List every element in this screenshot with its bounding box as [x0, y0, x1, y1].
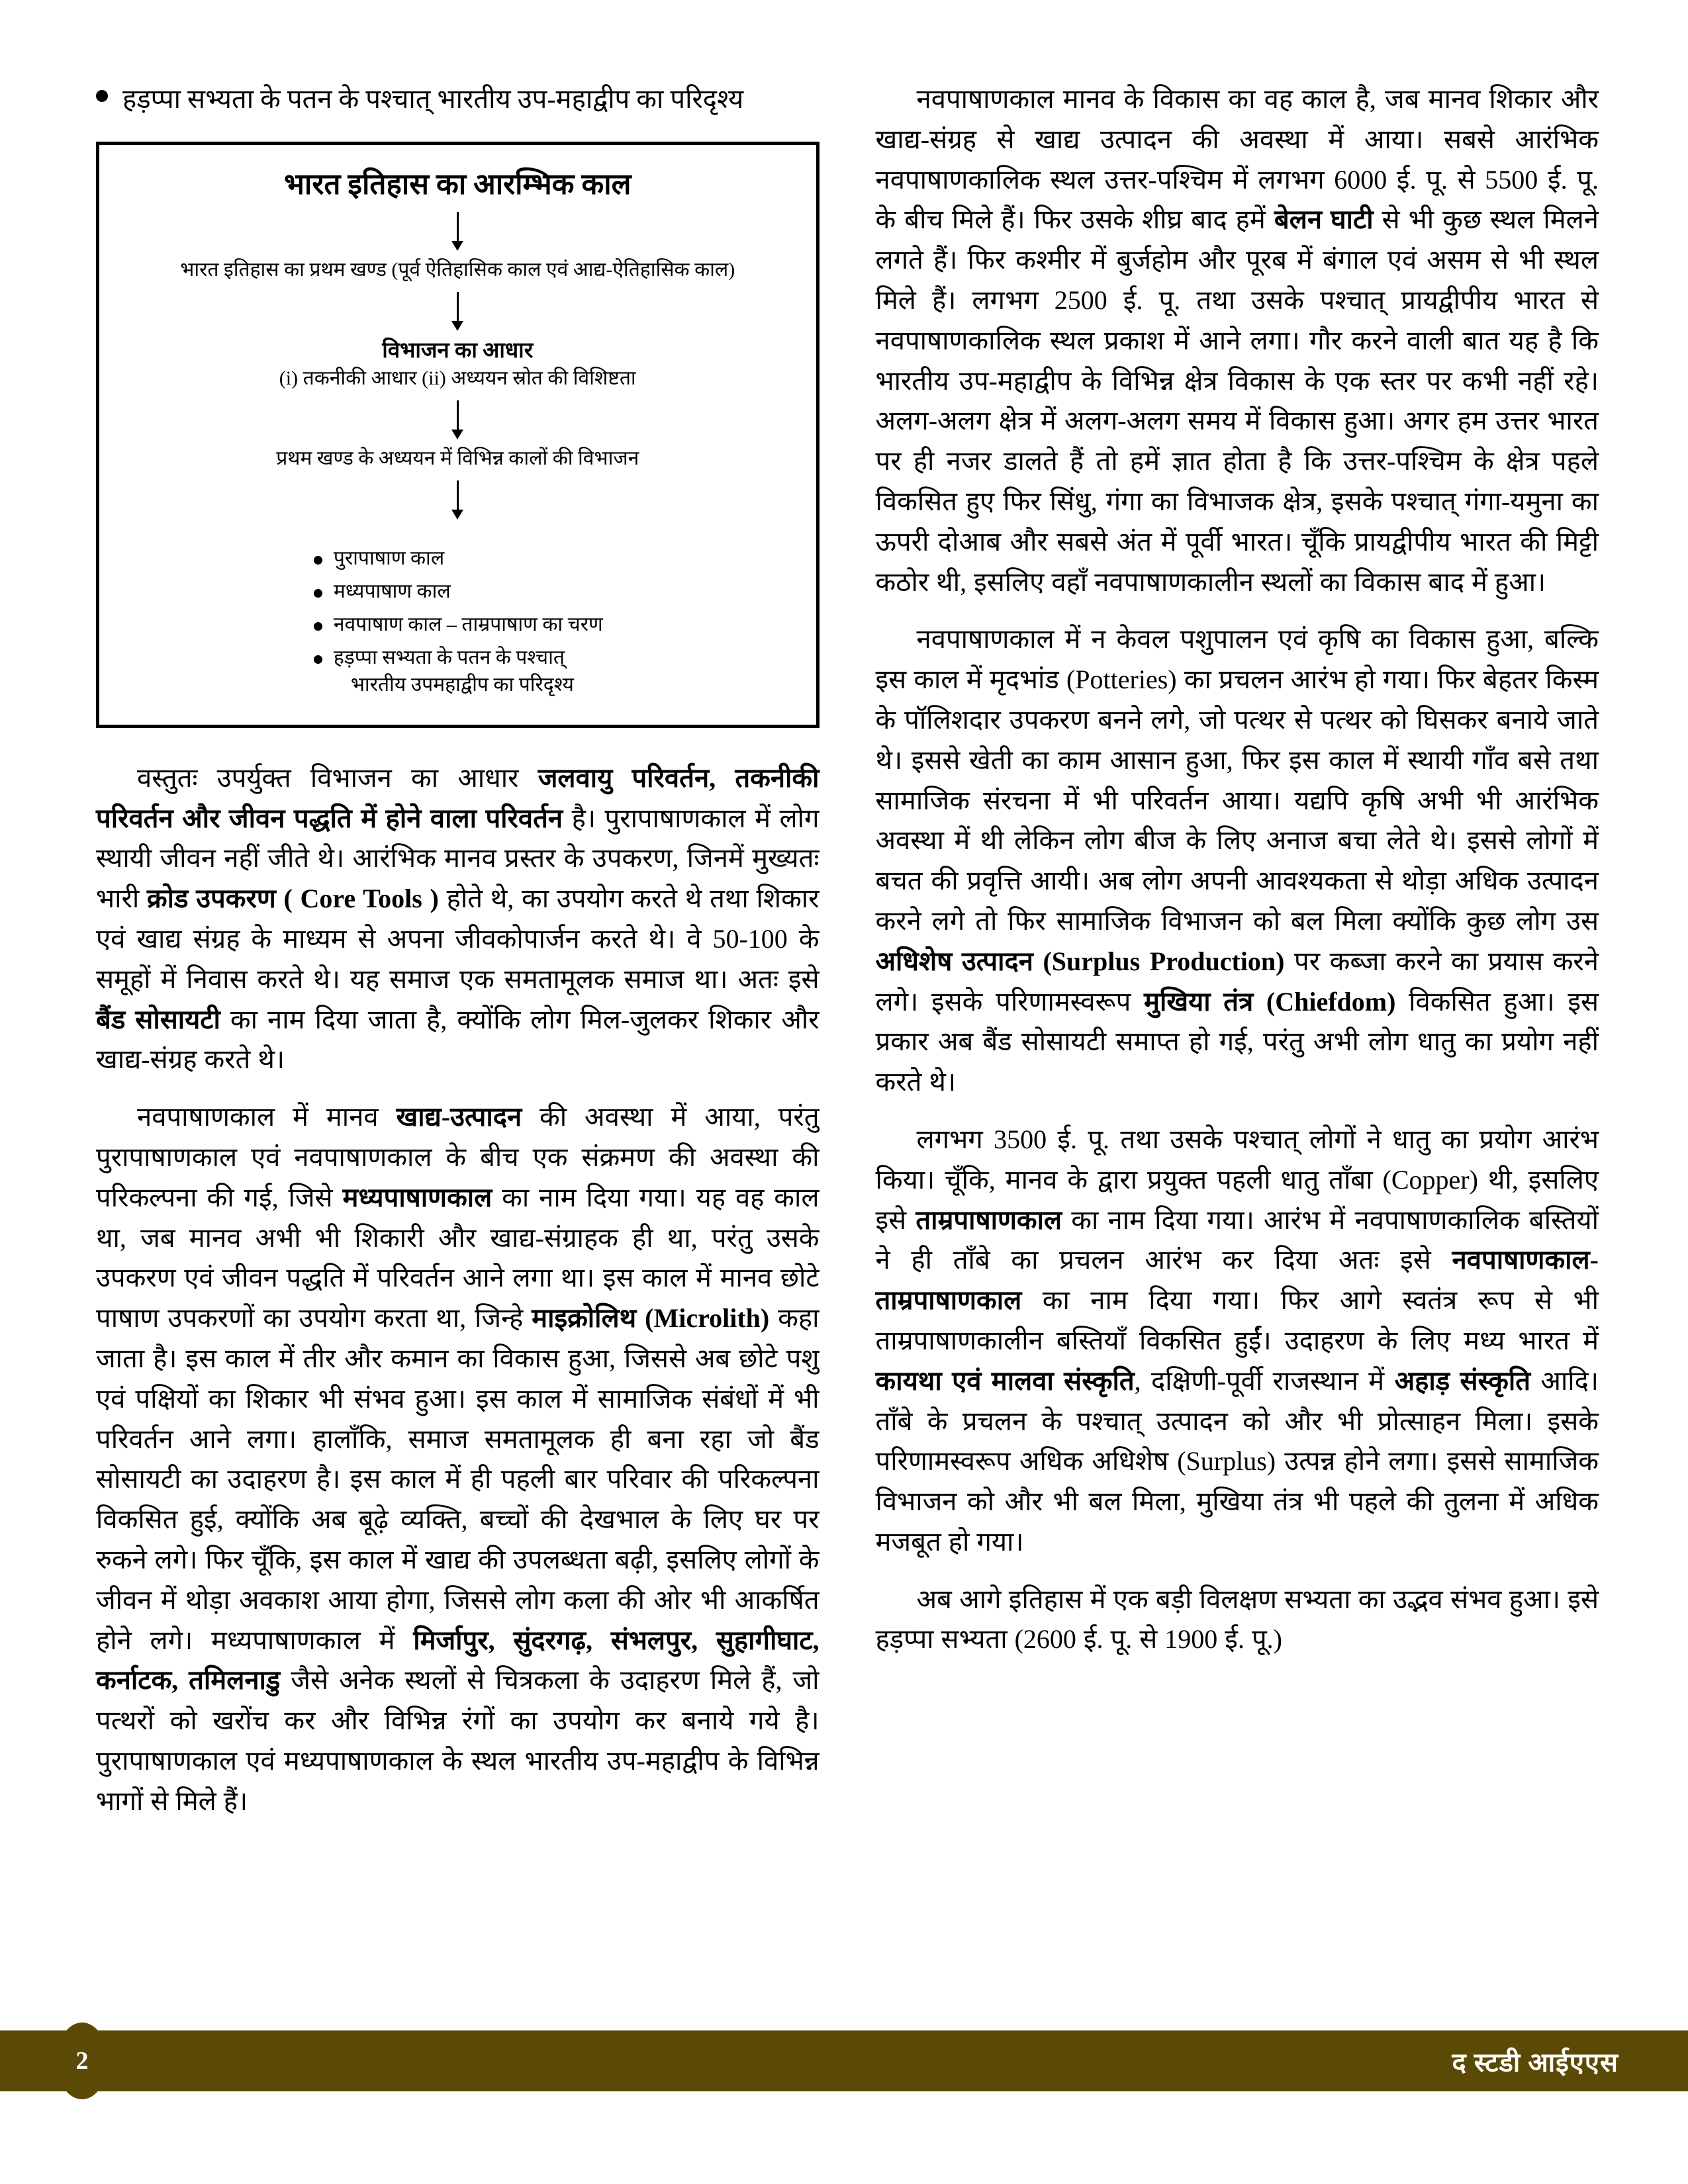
flowchart-period-list [312, 545, 603, 705]
paragraph-right-4: अब आगे इतिहास में एक बड़ी विलक्षण सभ्यता का उद्भव संभव हुआ। इसे हड़प्पा सभ्यता (2600 ई. पू. से 1900 ई. पू.) [875, 1584, 1599, 1655]
arrow-down-icon-3 [457, 400, 459, 431]
left-column [96, 79, 820, 1906]
list-item [312, 545, 603, 572]
paragraph-left-2: नवपाषाणकाल में मानव खाद्य-उत्पादन की अवस्था में आया, परंतु पुरापाषाणकाल एवं नवपाषाणकाल के बीच एक संक्रमण की अवस्था की परिकल्पना की गई, जिसे मध्यपाषाणकाल का नाम दिया गया। यह वह काल था, जब मानव अभी भी शिकारी और खाद्य-संग्राहक ही था, परंतु उसके उपकरण एवं जीवन पद्धति में परिवर्तन आने लगा था। इस काल में मानव छोटे पाषाण उपकरणों का उपयोग करता था, जिन्हे माइक्रोलिथ (Microlith) कहा जाता है। इस काल में तीर और कमान का विकास हुआ, जिससे अब छोटे पशु एवं पक्षियों का शिकार भी संभव हुआ। इस काल में सामाजिक संबंधों में भी परिवर्तन आने लगा। हालाँकि, समाज समतामूलक ही बना रहा जो बैंड सोसायटी का उदाहरण है। इस काल में ही पहली बार परिवार की परिकल्पना विकसित हुई, क्योंकि अब बूढ़े व्यक्ति, बच्चों की देखभाल के लिए घर पर रुकने लगे। फिर चूँकि, इस काल में खाद्य की उपलब्धता बढ़ी, इसलिए लोगों के जीवन में थोड़ा अवकाश आया होगा, जिससे लोग कला की ओर भी आकर्षित होने लगे। मध्यपाषाणकाल में मिर्जापुर, सुंदरगढ़, संभलपुर, सुहागीघाट, कर्नाटक, तमिलनाडु जैसे अनेक स्थलों से चित्रकला के उदाहरण मिले हैं, जो पत्थरों को खरोंच कर और विभिन्न रंगों का उपयोग कर बनाये गये है। पुरापाषाणकाल एवं मध्यपाषाणकाल के स्थल भारतीय उप-महाद्वीप के विभिन्न भागों से मिले हैं। [96, 1102, 820, 1816]
flowchart-node-3: प्रथम खण्ड के अध्ययन में विभिन्न कालों की विभाजन [276, 447, 639, 469]
bullet-dot-icon [96, 90, 108, 102]
footer-bar [0, 2030, 1688, 2091]
top-bullet-text: हड़प्पा सभ्यता के पतन के पश्चात् भारतीय उप-महाद्वीप का परिदृश्य [122, 84, 744, 114]
page-number-badge: 2 [56, 2023, 108, 2099]
publisher-brand: द स्टडी आईएएस [1452, 2048, 1618, 2077]
period-label-sub: भारतीय उपमहाद्वीप का परिदृश्य [350, 673, 574, 696]
period-label: पुरापाषाण काल [333, 547, 445, 569]
flowchart-node-2-detail: (i) तकनीकी आधार (ii) अध्ययन स्रोत की विशिष्टता [279, 367, 636, 389]
flowchart-node-2-heading: विभाजन का आधार [382, 339, 534, 363]
arrow-down-icon-1 [457, 212, 459, 242]
list-item [312, 612, 603, 638]
flowchart-box [96, 142, 820, 728]
list-item [312, 578, 603, 605]
paragraph-left-1: वस्तुतः उपर्युक्त विभाजन का आधार जलवायु परिवर्तन, तकनीकी परिवर्तन और जीवन पद्धति में होने वाला परिवर्तन है। पुरापाषाणकाल में लोग स्थायी जीवन नहीं जीते थे। आरंभिक मानव प्रस्तर के उपकरण, जिनमें मुख्यतः भारी क्रोड उपकरण ( Core Tools ) होते थे, का उपयोग करते थे तथा शिकार एवं खाद्य संग्रह के माध्यम से अपना जीवकोपार्जन करते थे। वे 50-100 के समूहों में निवास करते थे। यह समाज एक समतामूलक समाज था। अतः इसे बैंड सोसायटी का नाम दिया जाता है, क्योंकि लोग मिल-जुलकर शिकार और खाद्य-संग्रह करते थे। [96, 762, 820, 1075]
period-label: हड़प्पा सभ्यता के पतन के पश्चात् [333, 647, 565, 669]
period-label: मध्यपाषाण काल [333, 580, 451, 603]
paragraph-right-3: लगभग 3500 ई. पू. तथा उसके पश्चात् लोगों ने धातु का प्रयोग आरंभ किया। चूँकि, मानव के द्वारा प्रयुक्त पहली धातु ताँबा (Copper) थी, इसलिए इसे ताम्रपाषाणकाल का नाम दिया गया। आरंभ में नवपाषाणकालिक बस्तियों ने ही ताँबे का प्रचलन आरंभ कर दिया अतः इसे नवपाषाणकाल- ताम्रपाषाणकाल का नाम दिया गया। फिर आगे स्वतंत्र रूप से भी ताम्रपाषाणकालीन बस्तियाँ विकसित हुईं। उदाहरण के लिए मध्य भारत में कायथा एवं मालवा संस्कृति, दक्षिणी-पूर्वी राजस्थान में अहाड़ संस्कृति आदि। ताँबे के प्रचलन के पश्चात् उत्पादन को और भी प्रोत्साहन मिला। इसके परिणामस्वरूप अधिक अधिशेष (Surplus) उत्पन्न होने लगा। इससे सामाजिक विभाजन को और भी बल मिला, मुखिया तंत्र भी पहले की तुलना में अधिक मजबूत हो गया। [875, 1124, 1599, 1557]
top-bullet-item [96, 79, 820, 119]
flowchart-title: भारत इतिहास का आरम्भिक काल [284, 168, 632, 201]
arrow-down-icon-4 [457, 480, 459, 511]
paragraph-right-1: नवपाषाणकाल मानव के विकास का वह काल है, जब मानव शिकार और खाद्य-संग्रह से खाद्य उत्पादन की अवस्था में आया। सबसे आरंभिक नवपाषाणकालिक स्थल उत्तर-पश्चिम में लगभग 6000 ई. पू. से 5500 ई. पू. के बीच मिले हैं। फिर उसके शीघ्र बाद हमें बेलन घाटी से भी कुछ स्थल मिलने लगते हैं। फिर कश्मीर में बुर्जहोम और पूरब में बंगाल एवं असम से भी स्थल मिले हैं। लगभग 2500 ई. पू. तथा उसके पश्चात् प्रायद्वीपीय भारत से नवपाषाणकालिक स्थल प्रकाश में आने लगा। गौर करने वाली बात यह है कि भारतीय उप-महाद्वीप के विभिन्न क्षेत्र विकास के एक स्तर पर कभी नहीं रहे। अलग-अलग क्षेत्र में अलग-अलग समय में विकास हुआ। अगर हम उत्तर भारत पर ही नजर डालते हैं तो हमें ज्ञात होता है कि उत्तर-पश्चिम के क्षेत्र पहले विकसित हुए फिर सिंधु, गंगा का विभाजक क्षेत्र, इसके पश्चात् गंगा-यमुना का ऊपरी दोआब और सबसे अंत में पूर्वी भारत। चूँकि प्रायद्वीपीय भारत की मिट्टी कठोर थी, इसलिए वहाँ नवपाषाणकालीन स्थलों का विकास बाद में हुआ। [875, 84, 1599, 597]
period-label: नवपाषाण काल – ताम्रपाषाण का चरण [333, 614, 603, 636]
page-content [96, 79, 1599, 1906]
paragraph-right-2: नवपाषाणकाल में न केवल पशुपालन एवं कृषि का विकास हुआ, बल्कि इस काल में मृदभांड (Potteries) का प्रचलन आरंभ हो गया। फिर बेहतर किस्म के पॉलिशदार उपकरण बनने लगे, जो पत्थर से पत्थर को घिसकर बनाये जाते थे। इससे खेती का काम आसान हुआ, फिर इस काल में स्थायी गाँव बसे तथा सामाजिक संरचना में भी परिवर्तन आया। यद्यपि कृषि अभी भी आरंभिक अवस्था में थी लेकिन लोग बीज के लिए अनाज बचा लेते थे। इससे लोगों में बचत की प्रवृत्ति आयी। अब लोग अपनी आवश्यकता से थोड़ा अधिक उत्पादन करने लगे तो फिर सामाजिक विभाजन को बल मिला क्योंकि कुछ लोग उस अधिशेष उत्पादन (Surplus Production) पर कब्जा करने का प्रयास करने लगे। इसके परिणामस्वरूप मुखिया तंत्र (Chiefdom) विकसित हुआ। इस प्रकार अब बैंड सोसायटी समाप्त हो गई, परंतु अभी लोग धातु का प्रयोग नहीं करते थे। [875, 624, 1599, 1097]
flowchart-node-1: भारत इतिहास का प्रथम खण्ड (पूर्व ऐतिहासिक काल एवं आद्य-ऐतिहासिक काल) [180, 259, 735, 281]
arrow-down-icon-2 [457, 292, 459, 322]
list-item [312, 645, 603, 698]
right-column [876, 79, 1599, 1906]
